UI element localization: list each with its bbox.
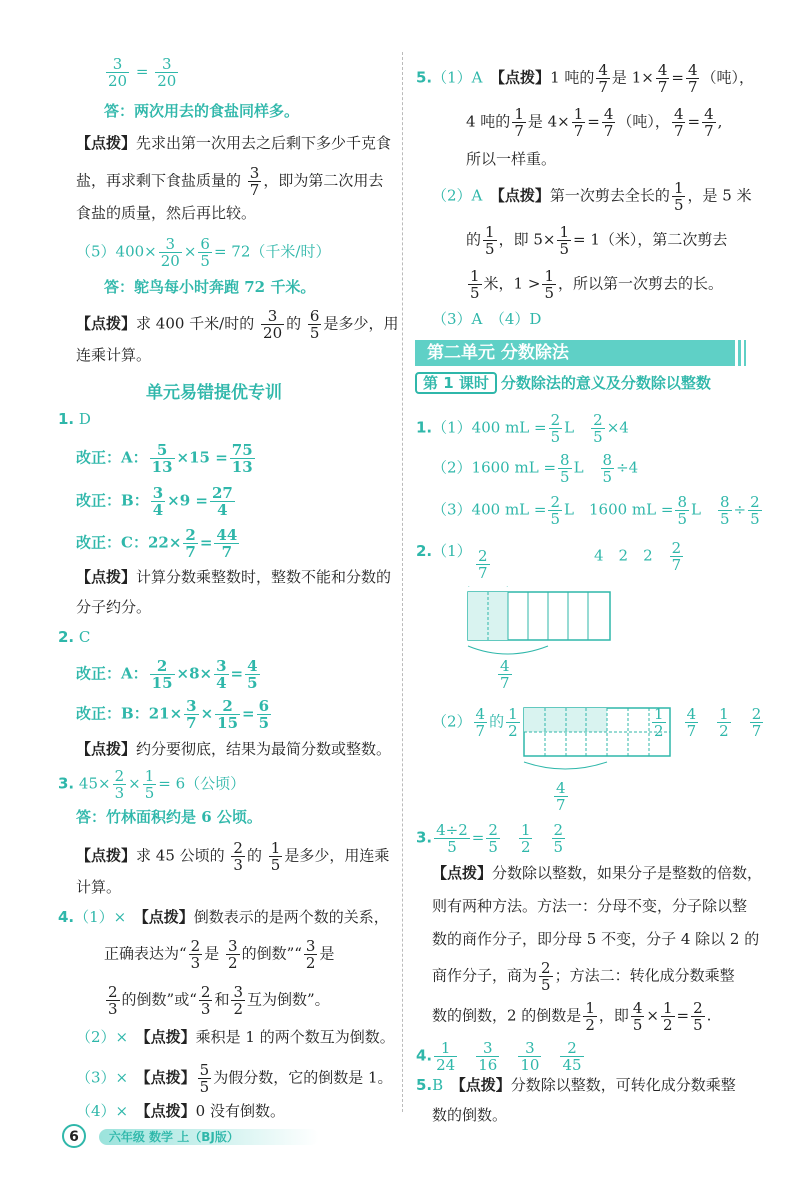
tip-line: $\frac{2}{3}$ 的倒数”或“ $\frac{2}{3}$ 和 $\frac{3}{2}$ 互为倒数”。	[108, 983, 330, 1018]
answer-line: 答：鸵鸟每小时奔跑 72 千米。	[104, 278, 316, 296]
equation-line: （5）400× $\frac{3}{20}$ × $\frac{6}{5}$ = 72（千米/时）	[76, 235, 331, 270]
question-r5: 5.B 【点拨】分数除以整数，可转化成分数乘整	[416, 1076, 736, 1094]
tip-line: 分子约分。	[76, 598, 152, 616]
footer-label: 六年级 数学 上（BJ版）	[99, 1129, 319, 1145]
question-r2-2: （2） $\frac{4}{7}$ 的 $\frac{1}{2}$	[432, 705, 518, 740]
lesson-header: 第 1 课时 分数除法的意义及分数除以整数	[415, 372, 711, 394]
question-2: 2. C	[58, 628, 91, 646]
tip-line: 【点拨】求 400 千米/时的 $\frac{3}{20}$ 的 $\frac{6}{5}$ 是多少，用	[76, 307, 399, 342]
tip-line: 的 $\frac{1}{5}$ ，即 5× $\frac{1}{5}$ = 1（米），第二次剪去	[466, 223, 728, 258]
fraction-bar-diagram-1	[460, 586, 630, 696]
fraction-equation: $\frac{3}{20}$ = $\frac{3}{20}$	[108, 55, 177, 90]
question-r1-3: （3）400 mL = $\frac{2}{5}$ L 1600 mL = $\frac{8}{5}$ L $\frac{8}{5}$ ÷ $\frac{2}{5}$	[432, 493, 760, 528]
question-r1-2: （2）1600 mL = $\frac{8}{5}$ L $\frac{8}{5}$ ÷4	[432, 451, 639, 486]
correction-line: 改正：B： $\frac{3}{4}$ ×9 = $\frac{27}{4}$	[76, 484, 233, 519]
tip-line: 【点拨】计算分数乘整数时，整数不能和分数的	[76, 568, 392, 586]
correction-line: 改正：A： $\frac{5}{13}$ ×15 = $\frac{75}{13}$	[76, 441, 253, 476]
correction-line: 改正：C：22× $\frac{2}{7}$ = $\frac{44}{7}$	[76, 526, 238, 561]
question-4-4: （4）× 【点拨】0 没有倒数。	[76, 1102, 285, 1120]
tip-line: 盐，再求剩下食盐质量的 $\frac{3}{7}$ ，即为第二次用去	[76, 164, 384, 199]
question-4-3: （3）× 【点拨】 $\frac{5}{5}$ 为假分数，它的倒数是 1。	[76, 1061, 393, 1096]
answer-r2-2: $\frac{1}{2}$ $\frac{4}{7}$ $\frac{1}{2}$ $\frac{2}{7}$	[654, 705, 762, 740]
question-r2-1: 2.（1）	[416, 542, 472, 560]
tip-line: 正确表达为“ $\frac{2}{3}$ 是 $\frac{3}{2}$ 的倒数”“ $\frac{3}{2}$ 是	[104, 937, 335, 972]
tip-line: 数的倒数，2 的倒数是 $\frac{1}{2}$ ，即 $\frac{4}{5}$ × $\frac{1}{2}$ = $\frac{2}{5}$ .	[432, 999, 712, 1034]
unit-title-banner: 第二单元 分数除法	[415, 340, 740, 366]
answer-r2-1: 4 2 2 $\frac{2}{7}$	[594, 539, 682, 574]
question-4-2: （2）× 【点拨】乘积是 1 的两个数互为倒数。	[76, 1028, 395, 1046]
fraction-label: $\frac{4}{7}$	[556, 779, 566, 814]
tip-line: 4 吨的 $\frac{1}{7}$ 是 4× $\frac{1}{7}$ = $\frac{4}{7}$ （吨）， $\frac{4}{7}$ = $\frac{4}{7}$ ,	[466, 105, 723, 140]
fraction-label: $\frac{2}{7}$	[478, 547, 488, 582]
page-number: 6	[62, 1124, 86, 1148]
tip-line: 数的商作分子，即分母 5 不变，分子 4 除以 2 的	[432, 930, 760, 948]
question-3: 3. 45× $\frac{2}{3}$ × $\frac{1}{5}$ = 6（公顷）	[58, 767, 246, 802]
tip-line: 所以一样重。	[466, 150, 557, 168]
question-5-3-4: （3）A （4）D	[432, 310, 542, 328]
question-5-2: （2）A 【点拨】第一次剪去全长的 $\frac{1}{5}$ ，是 5 米	[432, 179, 752, 214]
tip-line: $\frac{1}{5}$ 米，1 > $\frac{1}{5}$ ，所以第一次剪去的长。	[470, 267, 723, 302]
banner-stripe	[732, 340, 746, 366]
tip-line: 【点拨】先求出第一次用去之后剩下多少千克食	[76, 134, 392, 152]
section-title: 单元易错提优专训	[146, 383, 282, 403]
tip-line: 计算。	[76, 878, 122, 896]
tip-line: 连乘计算。	[76, 346, 152, 364]
question-r3: 3. $\frac{4\div 2}{5}$ = $\frac{2}{5}$ $\frac{1}{2}$ $\frac{2}{5}$	[416, 821, 564, 856]
fraction-label: $\frac{4}{7}$	[500, 657, 510, 692]
column-divider	[402, 52, 403, 1112]
question-r4: 4. $\frac{1}{24}$ $\frac{3}{16}$ $\frac{3}{10}$ $\frac{2}{45}$	[416, 1039, 582, 1074]
tip-line: 食盐的质量，然后再比较。	[76, 204, 257, 222]
tip-line: 则有两种方法。方法一：分母不变，分子除以整	[432, 897, 748, 915]
correction-line: 改正：B：21× $\frac{3}{7}$ × $\frac{2}{15}$ = $\frac{6}{5}$	[76, 697, 270, 732]
tip-line: 商作分子，商为 $\frac{2}{5}$ ；方法二：转化成分数乘整	[432, 959, 735, 994]
question-4-1: 4.（1）× 【点拨】倒数表示的是两个数的关系，	[58, 908, 389, 926]
answer-line: 答：两次用去的食盐同样多。	[104, 102, 300, 120]
tip-line: 数的倒数。	[432, 1106, 508, 1124]
page-footer	[62, 1124, 319, 1148]
tip-line: 【点拨】求 45 公顷的 $\frac{2}{3}$ 的 $\frac{1}{5}$ 是多少，用连乘	[76, 839, 390, 874]
question-1: 1. D	[58, 410, 91, 428]
question-r1-1: 1.（1）400 mL = $\frac{2}{5}$ L $\frac{2}{5}$ ×4	[416, 411, 629, 446]
answer-line: 答：竹林面积约是 6 公顷。	[76, 808, 262, 826]
question-5-1: 5.（1）A 【点拨】1 吨的 $\frac{4}{7}$ 是 1× $\frac{4}{7}$ = $\frac{4}{7}$ （吨），	[416, 61, 754, 96]
tip-line: 【点拨】约分要彻底，结果为最简分数或整数。	[76, 740, 392, 758]
tip-line: 【点拨】分数除以整数，如果分子是整数的倍数，	[432, 864, 763, 882]
correction-line: 改正：A： $\frac{2}{15}$ ×8× $\frac{3}{4}$ = $\frac{4}{5}$	[76, 657, 258, 692]
